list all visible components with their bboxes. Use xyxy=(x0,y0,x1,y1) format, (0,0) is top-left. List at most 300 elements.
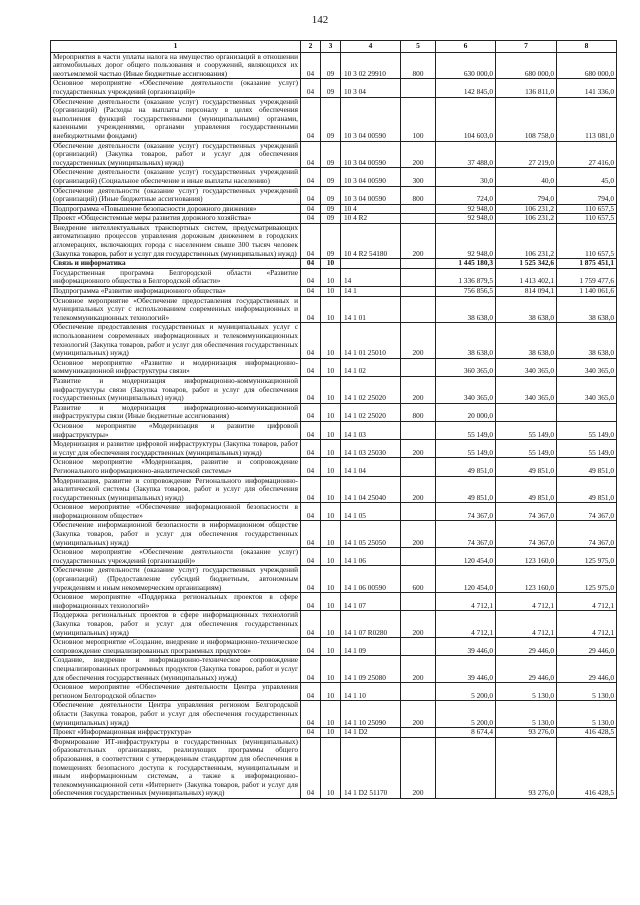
subsection-code: 10 xyxy=(321,737,341,798)
subsection-code: 10 xyxy=(321,728,341,738)
amount-year-2: 136 811,0 xyxy=(496,79,557,97)
amount-year-1: 340 365,0 xyxy=(436,376,496,403)
header-cell: 2 xyxy=(301,41,321,53)
table-row xyxy=(51,259,617,269)
amount-year-2: 93 276,0 xyxy=(496,728,557,738)
amount-year-1: 4 712,1 xyxy=(436,611,496,638)
target-article-code: 14 1 D2 xyxy=(341,728,401,738)
subsection-code: 09 xyxy=(321,97,341,141)
row-name: Подпрограмма «Повышение безопасности дорожного движения» xyxy=(51,204,301,214)
section-code: 04 xyxy=(301,186,321,204)
amount-year-1: 92 948,0 xyxy=(436,223,496,258)
amount-year-1: 49 851,0 xyxy=(436,476,496,503)
section-code: 04 xyxy=(301,593,321,611)
row-name: Обеспечение предоставления государственных и муниципальных услуг с использованием современных информационных и телекоммуникационных технологий (Закупка товаров, работ и услуг для обеспечения государственных (муниципальных) нужд) xyxy=(51,323,301,358)
subsection-code: 09 xyxy=(321,186,341,204)
section-code: 04 xyxy=(301,268,321,286)
section-code: 04 xyxy=(301,287,321,297)
table-row xyxy=(51,376,617,403)
target-article-code: 14 1 09 xyxy=(341,638,401,656)
row-name: Основное мероприятие «Обеспечение деятельности (оказание услуг) государственных учреждений (организаций)» xyxy=(51,548,301,566)
amount-year-3: 38 638,0 xyxy=(557,296,617,323)
amount-year-2: 814 094,1 xyxy=(496,287,557,297)
target-article-code: 14 1 10 25090 xyxy=(341,701,401,728)
amount-year-2: 4 712,1 xyxy=(496,593,557,611)
section-code: 04 xyxy=(301,358,321,376)
amount-year-3: 794,0 xyxy=(557,186,617,204)
section-code: 04 xyxy=(301,214,321,224)
target-article-code: 10 3 04 00590 xyxy=(341,168,401,186)
amount-year-3: 5 130,0 xyxy=(557,683,617,701)
section-code: 04 xyxy=(301,223,321,258)
target-article-code: 14 1 09 25080 xyxy=(341,656,401,683)
section-code: 04 xyxy=(301,611,321,638)
subsection-code: 10 xyxy=(321,611,341,638)
row-name: Основное мероприятие «Поддержка региональных проектов в сфере информационных технологий» xyxy=(51,593,301,611)
amount-year-3: 141 336,0 xyxy=(557,79,617,97)
subsection-code: 09 xyxy=(321,204,341,214)
expense-type-code xyxy=(401,548,436,566)
section-code: 04 xyxy=(301,683,321,701)
amount-year-2: 5 130,0 xyxy=(496,683,557,701)
amount-year-2: 49 851,0 xyxy=(496,458,557,476)
subsection-code: 10 xyxy=(321,458,341,476)
expense-type-code xyxy=(401,358,436,376)
amount-year-3: 38 638,0 xyxy=(557,323,617,358)
amount-year-2: 55 149,0 xyxy=(496,421,557,439)
expense-type-code xyxy=(401,214,436,224)
expense-type-code xyxy=(401,204,436,214)
subsection-code: 10 xyxy=(321,593,341,611)
subsection-code: 10 xyxy=(321,403,341,421)
amount-year-3: 49 851,0 xyxy=(557,476,617,503)
row-name: Основное мероприятие «Модернизация, развитие и сопровождение Регионального информационно-аналитической системы» xyxy=(51,458,301,476)
amount-year-1: 92 948,0 xyxy=(436,214,496,224)
amount-year-1: 38 638,0 xyxy=(436,323,496,358)
subsection-code: 10 xyxy=(321,701,341,728)
row-name: Подпрограмма «Развитие информационного общества» xyxy=(51,287,301,297)
amount-year-2: 1 525 342,6 xyxy=(496,259,557,269)
amount-year-1: 104 603,0 xyxy=(436,97,496,141)
expense-type-code xyxy=(401,296,436,323)
expense-type-code: 200 xyxy=(401,476,436,503)
row-name: Мероприятия в части уплаты налога на имущество организаций в отношении автомобильных дорог общего пользования и сооружений, являющихся их неотъемлемой частью (Иные бюджетные ассигнования) xyxy=(51,52,301,79)
table-row xyxy=(51,323,617,358)
subsection-code: 09 xyxy=(321,168,341,186)
amount-year-2: 93 276,0 xyxy=(496,737,557,798)
amount-year-1: 5 200,0 xyxy=(436,701,496,728)
target-article-code: 10 3 02 29910 xyxy=(341,52,401,79)
row-name: Формирование ИТ-инфраструктуры в государственных (муниципальных) образовательных организациях, реализующих программы общего образования, в соответствии с утвержденным стандартом для обеспечения в помещениях безопасного доступа к государственным, муниципальным и иным информационным системам, а также к информационно-телекоммуникационной сети «Интернет» (Закупка товаров, работ и услуг для обеспечения государственных (муниципальных) нужд) xyxy=(51,737,301,798)
expense-type-code: 200 xyxy=(401,737,436,798)
amount-year-2: 55 149,0 xyxy=(496,440,557,458)
amount-year-3: 27 416,0 xyxy=(557,141,617,168)
subsection-code: 09 xyxy=(321,223,341,258)
amount-year-2: 5 130,0 xyxy=(496,701,557,728)
expense-type-code: 200 xyxy=(401,521,436,548)
amount-year-1: 20 000,0 xyxy=(436,403,496,421)
amount-year-2: 106 231,2 xyxy=(496,204,557,214)
target-article-code: 14 1 02 xyxy=(341,358,401,376)
table-row xyxy=(51,683,617,701)
amount-year-2: 38 638,0 xyxy=(496,296,557,323)
target-article-code: 14 1 04 25040 xyxy=(341,476,401,503)
subsection-code: 10 xyxy=(321,358,341,376)
amount-year-1: 756 856,5 xyxy=(436,287,496,297)
amount-year-3: 125 975,0 xyxy=(557,548,617,566)
amount-year-1: 120 454,0 xyxy=(436,566,496,593)
target-article-code: 14 1 06 xyxy=(341,548,401,566)
row-name: Проект «Общесистемные меры развития дорожного хозяйства» xyxy=(51,214,301,224)
subsection-code: 10 xyxy=(321,376,341,403)
expense-type-code: 800 xyxy=(401,186,436,204)
target-article-code: 14 1 D2 51170 xyxy=(341,737,401,798)
table-row xyxy=(51,737,617,798)
row-name: Проект «Информационная инфраструктура» xyxy=(51,728,301,738)
row-name: Основное мероприятие «Обеспечение предоставления государственных и муниципальных услуг с использованием современных информационных и телекоммуникационных технологий» xyxy=(51,296,301,323)
amount-year-1 xyxy=(436,737,496,798)
expense-type-code: 600 xyxy=(401,566,436,593)
amount-year-2: 74 367,0 xyxy=(496,503,557,521)
table-row xyxy=(51,566,617,593)
row-name: Развитие и модернизация информационно-коммуникационной инфраструктуры связи (Закупка товаров, работ и услуг для обеспечения государственных (муниципальных) нужд) xyxy=(51,376,301,403)
subsection-code: 09 xyxy=(321,79,341,97)
expense-type-code: 200 xyxy=(401,376,436,403)
amount-year-2: 29 446,0 xyxy=(496,656,557,683)
target-article-code: 14 1 10 xyxy=(341,683,401,701)
expense-type-code xyxy=(401,728,436,738)
header-cell: 7 xyxy=(496,41,557,53)
section-code: 04 xyxy=(301,79,321,97)
subsection-code: 10 xyxy=(321,268,341,286)
amount-year-2: 123 160,0 xyxy=(496,548,557,566)
amount-year-3: 113 081,0 xyxy=(557,97,617,141)
amount-year-3: 340 365,0 xyxy=(557,376,617,403)
header-row xyxy=(51,41,617,53)
amount-year-3: 416 428,5 xyxy=(557,728,617,738)
expense-type-code: 200 xyxy=(401,611,436,638)
subsection-code: 10 xyxy=(321,566,341,593)
amount-year-3: 125 975,0 xyxy=(557,566,617,593)
amount-year-1: 30,0 xyxy=(436,168,496,186)
amount-year-3: 29 446,0 xyxy=(557,638,617,656)
amount-year-2: 340 365,0 xyxy=(496,358,557,376)
amount-year-1: 1 445 180,3 xyxy=(436,259,496,269)
amount-year-3: 29 446,0 xyxy=(557,656,617,683)
target-article-code: 14 1 03 25030 xyxy=(341,440,401,458)
section-code: 04 xyxy=(301,323,321,358)
section-code: 04 xyxy=(301,141,321,168)
amount-year-3: 1 759 477,6 xyxy=(557,268,617,286)
amount-year-3: 110 657,5 xyxy=(557,204,617,214)
table-row xyxy=(51,701,617,728)
table-row xyxy=(51,204,617,214)
section-code: 04 xyxy=(301,476,321,503)
amount-year-1: 8 674,4 xyxy=(436,728,496,738)
header-cell: 5 xyxy=(401,41,436,53)
row-name: Основное мероприятие «Развитие и модернизация информационно-коммуникационной инфраструктуры связи» xyxy=(51,358,301,376)
table-body xyxy=(51,52,617,798)
amount-year-3: 110 657,5 xyxy=(557,214,617,224)
table-row xyxy=(51,403,617,421)
amount-year-3: 1 875 451,1 xyxy=(557,259,617,269)
section-code: 04 xyxy=(301,168,321,186)
section-code: 04 xyxy=(301,376,321,403)
subsection-code: 10 xyxy=(321,548,341,566)
target-article-code: 14 1 xyxy=(341,287,401,297)
header-cell: 6 xyxy=(436,41,496,53)
header-cell: 4 xyxy=(341,41,401,53)
expense-type-code xyxy=(401,593,436,611)
row-name: Создание, внедрение и информационно-техническое сопровождение специализированных программных продуктов (Закупка товаров, работ и услуг для обеспечения государственных (муниципальных) нужд) xyxy=(51,656,301,683)
section-code: 04 xyxy=(301,97,321,141)
target-article-code: 10 3 04 00590 xyxy=(341,186,401,204)
row-name: Связь и информатика xyxy=(51,259,301,269)
subsection-code: 10 xyxy=(321,259,341,269)
section-code: 04 xyxy=(301,458,321,476)
amount-year-2: 106 231,2 xyxy=(496,223,557,258)
target-article-code: 14 1 02 25020 xyxy=(341,376,401,403)
expense-type-code: 300 xyxy=(401,168,436,186)
amount-year-1: 1 336 879,5 xyxy=(436,268,496,286)
amount-year-2 xyxy=(496,403,557,421)
expense-type-code xyxy=(401,458,436,476)
amount-year-1: 360 365,0 xyxy=(436,358,496,376)
expense-type-code: 800 xyxy=(401,403,436,421)
row-name: Обеспечение деятельности (оказание услуг) государственных учреждений (организаций) (Социальное обеспечение и иные выплаты населению) xyxy=(51,168,301,186)
target-article-code: 14 1 03 xyxy=(341,421,401,439)
section-code: 04 xyxy=(301,728,321,738)
amount-year-2: 49 851,0 xyxy=(496,476,557,503)
expense-type-code: 200 xyxy=(401,701,436,728)
table-row xyxy=(51,358,617,376)
amount-year-1: 5 200,0 xyxy=(436,683,496,701)
expense-type-code xyxy=(401,287,436,297)
amount-year-1: 724,0 xyxy=(436,186,496,204)
target-article-code: 10 4 R2 xyxy=(341,214,401,224)
subsection-code: 10 xyxy=(321,440,341,458)
expense-type-code: 200 xyxy=(401,141,436,168)
target-article-code: 14 1 07 R0280 xyxy=(341,611,401,638)
target-article-code xyxy=(341,259,401,269)
subsection-code: 10 xyxy=(321,421,341,439)
section-code: 04 xyxy=(301,548,321,566)
section-code: 04 xyxy=(301,701,321,728)
expense-type-code: 800 xyxy=(401,52,436,79)
section-code: 04 xyxy=(301,656,321,683)
row-name: Обеспечение деятельности (оказание услуг) государственных учреждений (организаций) (Иные бюджетные ассигнования) xyxy=(51,186,301,204)
amount-year-1: 74 367,0 xyxy=(436,503,496,521)
header-cell: 1 xyxy=(51,41,301,53)
expense-type-code xyxy=(401,503,436,521)
amount-year-3: 4 712,1 xyxy=(557,593,617,611)
amount-year-3: 4 712,1 xyxy=(557,611,617,638)
row-name: Основное мероприятие «Обеспечение деятельности Центра управления регионом Белгородской области» xyxy=(51,683,301,701)
section-code: 04 xyxy=(301,421,321,439)
section-code: 04 xyxy=(301,52,321,79)
amount-year-1: 92 948,0 xyxy=(436,204,496,214)
amount-year-2: 123 160,0 xyxy=(496,566,557,593)
target-article-code: 10 3 04 00590 xyxy=(341,97,401,141)
section-code: 04 xyxy=(301,259,321,269)
table-row xyxy=(51,223,617,258)
amount-year-3: 110 657,5 xyxy=(557,223,617,258)
amount-year-3: 680 000,0 xyxy=(557,52,617,79)
table-row xyxy=(51,421,617,439)
table-row xyxy=(51,521,617,548)
amount-year-2: 38 638,0 xyxy=(496,323,557,358)
expense-type-code xyxy=(401,268,436,286)
table-row xyxy=(51,168,617,186)
table-row xyxy=(51,638,617,656)
table-row xyxy=(51,440,617,458)
subsection-code: 09 xyxy=(321,141,341,168)
table-row xyxy=(51,503,617,521)
target-article-code: 14 1 05 xyxy=(341,503,401,521)
table-row xyxy=(51,296,617,323)
section-code: 04 xyxy=(301,737,321,798)
amount-year-3 xyxy=(557,403,617,421)
section-code: 04 xyxy=(301,296,321,323)
target-article-code: 14 1 01 xyxy=(341,296,401,323)
target-article-code: 14 1 05 25050 xyxy=(341,521,401,548)
section-code: 04 xyxy=(301,403,321,421)
amount-year-2: 4 712,1 xyxy=(496,611,557,638)
amount-year-2: 40,0 xyxy=(496,168,557,186)
amount-year-3: 340 365,0 xyxy=(557,358,617,376)
table-row xyxy=(51,611,617,638)
row-name: Обеспечение деятельности (оказание услуг) государственных учреждений (организаций) (Предоставление субсидий бюджетным, автономным учреждениям и иным некоммерческим организациям) xyxy=(51,566,301,593)
expense-type-code xyxy=(401,421,436,439)
subsection-code: 10 xyxy=(321,656,341,683)
subsection-code: 10 xyxy=(321,476,341,503)
amount-year-2: 108 758,0 xyxy=(496,97,557,141)
amount-year-1: 55 149,0 xyxy=(436,440,496,458)
subsection-code: 10 xyxy=(321,638,341,656)
section-code: 04 xyxy=(301,503,321,521)
subsection-code: 10 xyxy=(321,287,341,297)
expense-type-code xyxy=(401,259,436,269)
target-article-code: 14 1 07 xyxy=(341,593,401,611)
row-name: Основное мероприятие «Создание, внедрение и информационно-техническое сопровождение специализированных программных продуктов» xyxy=(51,638,301,656)
table-row xyxy=(51,656,617,683)
amount-year-3: 5 130,0 xyxy=(557,701,617,728)
target-article-code: 10 4 xyxy=(341,204,401,214)
subsection-code: 09 xyxy=(321,214,341,224)
table-row xyxy=(51,287,617,297)
amount-year-2: 680 000,0 xyxy=(496,52,557,79)
section-code: 04 xyxy=(301,521,321,548)
section-code: 04 xyxy=(301,440,321,458)
header-cell: 8 xyxy=(557,41,617,53)
subsection-code: 10 xyxy=(321,503,341,521)
row-name: Основное мероприятие «Обеспечение информационной безопасности в информационном обществе» xyxy=(51,503,301,521)
expense-type-code xyxy=(401,79,436,97)
amount-year-1: 38 638,0 xyxy=(436,296,496,323)
amount-year-3: 55 149,0 xyxy=(557,440,617,458)
section-code: 04 xyxy=(301,566,321,593)
target-article-code: 10 3 04 xyxy=(341,79,401,97)
amount-year-2: 29 446,0 xyxy=(496,638,557,656)
target-article-code: 14 xyxy=(341,268,401,286)
amount-year-1: 55 149,0 xyxy=(436,421,496,439)
amount-year-2: 794,0 xyxy=(496,186,557,204)
target-article-code: 10 3 04 00590 xyxy=(341,141,401,168)
amount-year-2: 340 365,0 xyxy=(496,376,557,403)
amount-year-1: 39 446,0 xyxy=(436,656,496,683)
table-row xyxy=(51,458,617,476)
row-name: Внедрение интеллектуальных транспортных систем, предусматривающих автоматизацию процессов управления дорожным движением в городских агломерациях, включающих города с населением свыше 300 тысяч человек (Закупка товаров, работ и услуг для государственных (муниципальных) нужд) xyxy=(51,223,301,258)
amount-year-3: 45,0 xyxy=(557,168,617,186)
amount-year-3: 416 428,5 xyxy=(557,737,617,798)
subsection-code: 10 xyxy=(321,323,341,358)
expense-type-code xyxy=(401,638,436,656)
row-name: Обеспечение информационной безопасности в информационном обществе (Закупка товаров, работ и услуг для обеспечения государственных (муниципальных) нужд) xyxy=(51,521,301,548)
row-name: Модернизация и развитие цифровой инфраструктуры (Закупка товаров, работ и услуг для обеспечения государственных (муниципальных) нужд) xyxy=(51,440,301,458)
row-name: Обеспечение деятельности (оказание услуг) государственных учреждений (организаций) (Закупка товаров, работ и услуг для обеспечения государственных (муниципальных) нужд) xyxy=(51,141,301,168)
row-name: Модернизация, развитие и сопровождение Регионального информационно-аналитической системы (Закупка товаров, работ и услуг для обеспечения государственных (муниципальных) нужд) xyxy=(51,476,301,503)
table-row xyxy=(51,141,617,168)
table-row xyxy=(51,548,617,566)
row-name: Основное мероприятие «Модернизация и развитие цифровой инфраструктуры» xyxy=(51,421,301,439)
amount-year-3: 55 149,0 xyxy=(557,421,617,439)
table-row xyxy=(51,268,617,286)
expense-type-code: 200 xyxy=(401,223,436,258)
budget-table xyxy=(50,40,617,799)
row-name: Обеспечение деятельности Центра управления регионом Белгородской области (Закупка товаров, работ и услуг для обеспечения государственных (муниципальных) нужд) xyxy=(51,701,301,728)
table-row xyxy=(51,476,617,503)
table-row xyxy=(51,79,617,97)
target-article-code: 14 1 01 25010 xyxy=(341,323,401,358)
amount-year-2: 106 231,2 xyxy=(496,214,557,224)
subsection-code: 10 xyxy=(321,296,341,323)
row-name: Государственная программа Белгородской области «Развитие информационного общества в Белгородской области» xyxy=(51,268,301,286)
amount-year-1: 142 845,0 xyxy=(436,79,496,97)
target-article-code: 14 1 06 00590 xyxy=(341,566,401,593)
amount-year-1: 4 712,1 xyxy=(436,593,496,611)
section-code: 04 xyxy=(301,638,321,656)
row-name: Поддержка региональных проектов в сфере информационных технологий (Закупка товаров, работ и услуг для обеспечения государственных (муниципальных) нужд) xyxy=(51,611,301,638)
amount-year-1: 39 446,0 xyxy=(436,638,496,656)
amount-year-1: 74 367,0 xyxy=(436,521,496,548)
amount-year-1: 120 454,0 xyxy=(436,548,496,566)
subsection-code: 09 xyxy=(321,52,341,79)
amount-year-2: 74 367,0 xyxy=(496,521,557,548)
table-row xyxy=(51,97,617,141)
expense-type-code xyxy=(401,683,436,701)
target-article-code: 14 1 02 25020 xyxy=(341,403,401,421)
expense-type-code: 200 xyxy=(401,440,436,458)
amount-year-3: 49 851,0 xyxy=(557,458,617,476)
row-name: Основное мероприятие «Обеспечение деятельности (оказание услуг) государственных учреждений (организаций)» xyxy=(51,79,301,97)
header-cell: 3 xyxy=(321,41,341,53)
table-row xyxy=(51,214,617,224)
amount-year-3: 74 367,0 xyxy=(557,521,617,548)
page-number: 142 xyxy=(311,14,329,26)
expense-type-code: 200 xyxy=(401,323,436,358)
amount-year-2: 27 219,0 xyxy=(496,141,557,168)
expense-type-code: 100 xyxy=(401,97,436,141)
target-article-code: 14 1 04 xyxy=(341,458,401,476)
amount-year-1: 630 000,0 xyxy=(436,52,496,79)
target-article-code: 10 4 R2 54180 xyxy=(341,223,401,258)
amount-year-3: 74 367,0 xyxy=(557,503,617,521)
table-row xyxy=(51,52,617,79)
amount-year-3: 1 140 061,6 xyxy=(557,287,617,297)
section-code: 04 xyxy=(301,204,321,214)
subsection-code: 10 xyxy=(321,683,341,701)
expense-type-code: 200 xyxy=(401,656,436,683)
